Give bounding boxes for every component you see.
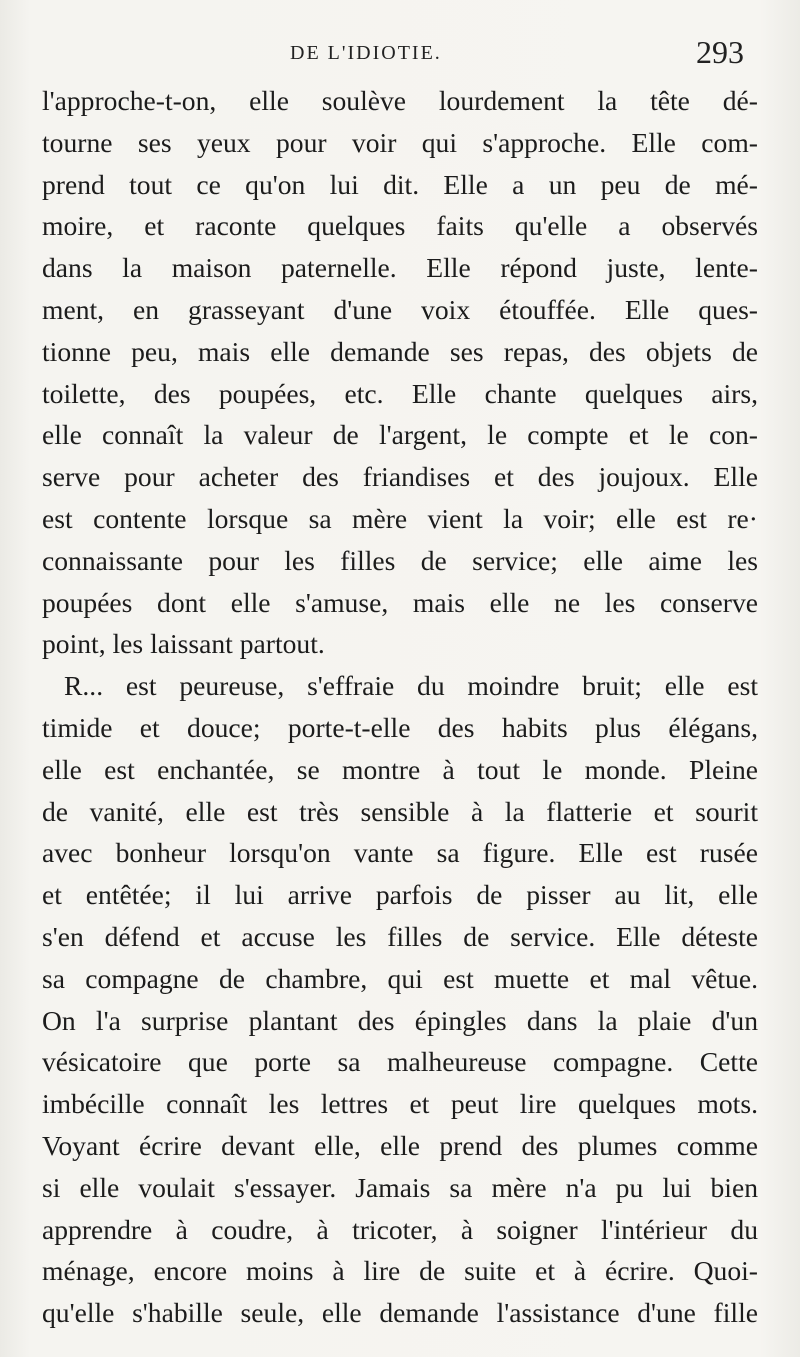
text-line: apprendre à coudre, à tricoter, à soigner l'intérieur du (42, 1213, 758, 1245)
text-line: Voyant écrire devant elle, elle prend des plumes comme (42, 1129, 758, 1161)
text-line: serve pour acheter des friandises et des joujoux. Elle (42, 461, 758, 493)
text-line: ménage, encore moins à lire de suite et à écrire. Quoi- (42, 1255, 758, 1287)
page-number: 293 (696, 34, 744, 70)
text-line: elle est enchantée, se montre à tout le monde. Pleine (42, 753, 758, 785)
text-line: tourne ses yeux pour voir qui s'approche. Elle com- (42, 126, 758, 158)
text-line: elle connaît la valeur de l'argent, le compte et le con- (42, 419, 758, 451)
text-line: toilette, des poupées, etc. Elle chante quelques airs, (42, 377, 758, 409)
body-text (42, 80, 758, 1334)
text-line: R... est peureuse, s'effraie du moindre bruit; elle est (64, 670, 758, 702)
text-line: point, les laissant partout. (42, 628, 325, 660)
text-line: moire, et raconte quelques faits qu'elle a observés (42, 210, 758, 242)
text-line: imbécille connaît les lettres et peut lire quelques mots. (42, 1088, 758, 1120)
text-line: sa compagne de chambre, qui est muette et mal vêtue. (42, 962, 758, 994)
text-line: connaissante pour les filles de service; elle aime les (42, 544, 758, 576)
text-line: l'approche-t-on, elle soulève lourdement la tête dé- (42, 85, 758, 116)
text-line: s'en défend et accuse les filles de service. Elle déteste (42, 920, 758, 952)
text-line: dans la maison paternelle. Elle répond juste, lente- (42, 252, 758, 284)
text-line: vésicatoire que porte sa malheureuse compagne. Cette (42, 1046, 758, 1078)
text-line: timide et douce; porte-t-elle des habits plus élégans, (42, 711, 758, 743)
running-title: DE L'IDIOTIE. (290, 42, 442, 64)
text-line: ment, en grasseyant d'une voix étouffée. Elle ques- (42, 293, 758, 325)
text-line: de vanité, elle est très sensible à la flatterie et sourit (42, 795, 758, 827)
text-line: si elle voulait s'essayer. Jamais sa mère n'a pu lui bien (42, 1171, 758, 1203)
text-line: On l'a surprise plantant des épingles dans la plaie d'un (42, 1004, 758, 1036)
text-line: et entêtée; il lui arrive parfois de pisser au lit, elle (42, 879, 758, 911)
text-line: qu'elle s'habille seule, elle demande l'assistance d'une fille (42, 1297, 758, 1329)
text-line: poupées dont elle s'amuse, mais elle ne les conserve (42, 586, 758, 618)
text-line: avec bonheur lorsqu'on vante sa figure. Elle est rusée (42, 837, 758, 869)
text-line: est contente lorsque sa mère vient la voir; elle est re· (42, 502, 758, 534)
text-line: prend tout ce qu'on lui dit. Elle a un peu de mé- (42, 168, 758, 200)
text-line: tionne peu, mais elle demande ses repas, des objets de (42, 335, 758, 367)
